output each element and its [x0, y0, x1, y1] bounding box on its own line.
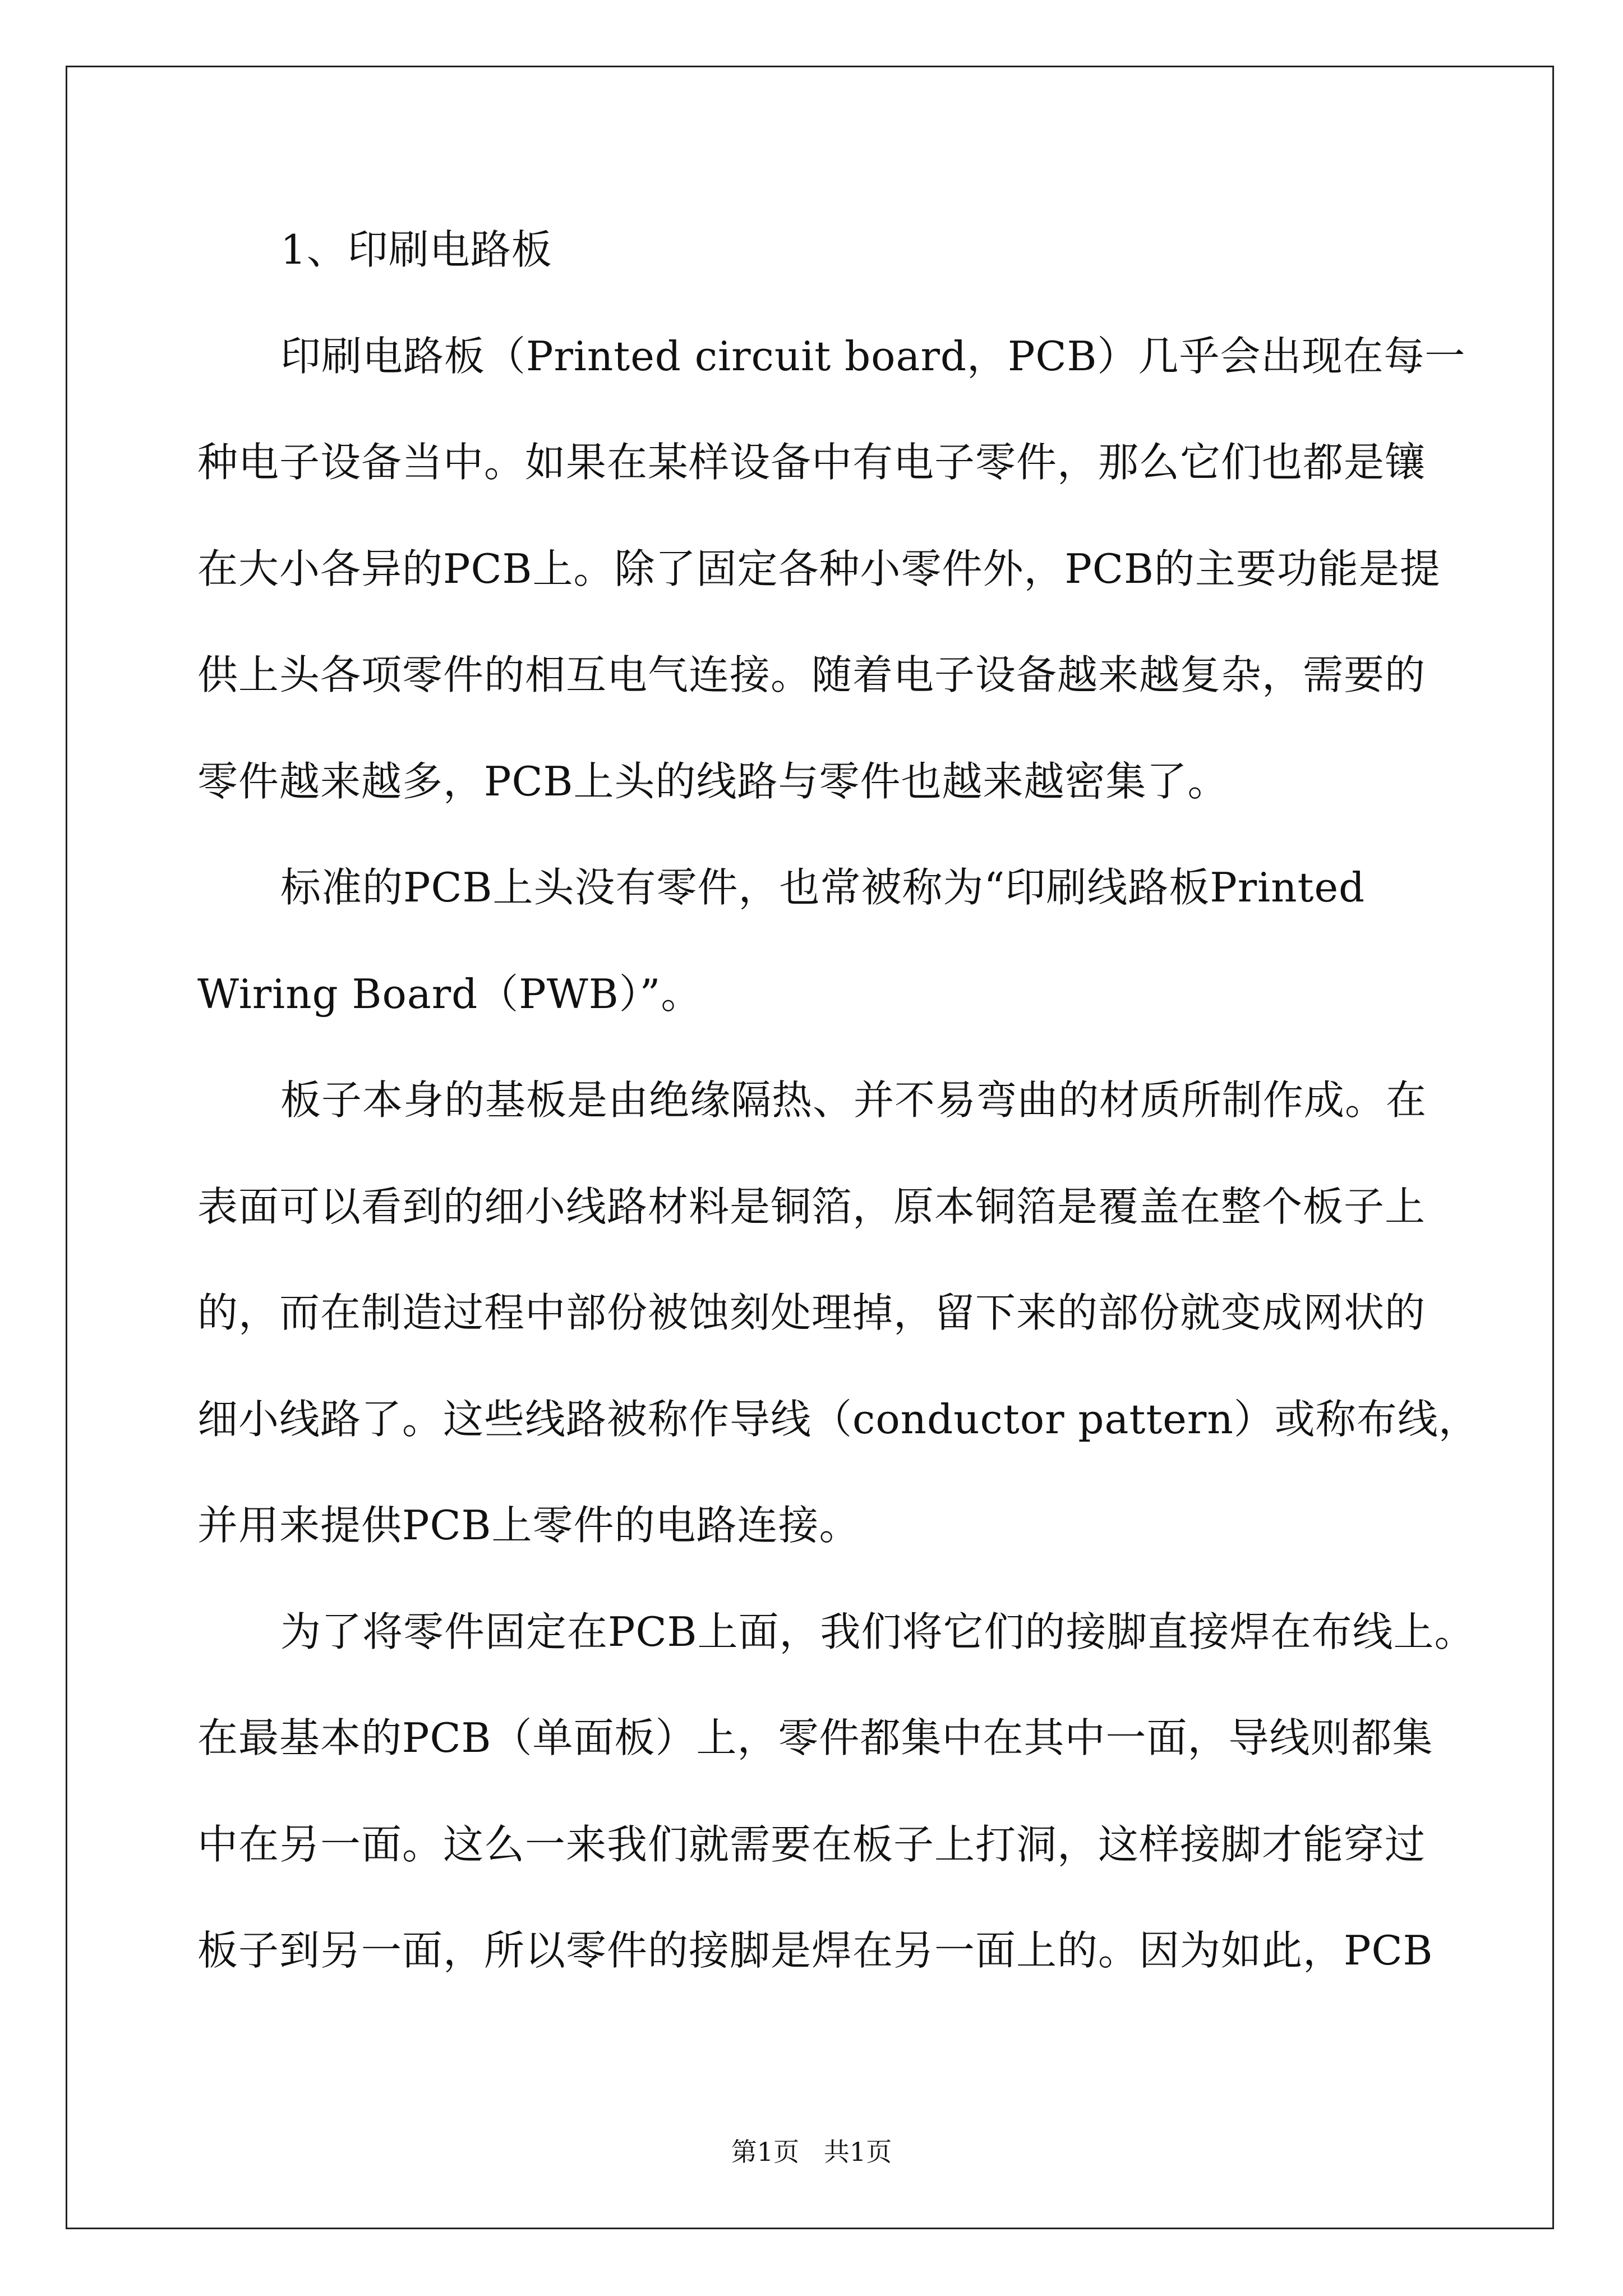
paragraph-line: Wiring Board（PWB）”。 [197, 970, 702, 1018]
section-heading: 1、印刷电路板 [280, 226, 552, 273]
paragraph-line: 为了将零件固定在PCB上面，我们将它们的接脚直接焊在布线上。 [280, 1608, 1476, 1655]
paragraph-line: 板子本身的基板是由绝缘隔热、并不易弯曲的材质所制作成。在 [280, 1076, 1427, 1124]
paragraph-line: 细小线路了。这些线路被称作导线（conductor pattern）或称布线， [197, 1395, 1479, 1443]
paragraph-line: 中在另一面。这么一来我们就需要在板子上打洞，这样接脚才能穿过 [197, 1820, 1426, 1868]
paragraph-line: 在最基本的PCB（单面板）上，零件都集中在其中一面，导线则都集 [197, 1714, 1433, 1761]
paragraph-line: 表面可以看到的细小线路材料是铜箔，原本铜箔是覆盖在整个板子上 [197, 1182, 1426, 1230]
page-footer: 第1页 共1页 [731, 2137, 892, 2167]
paragraph-line: 标准的PCB上头没有零件，也常被称为“印刷线路板Printed [280, 864, 1366, 911]
paragraph-line: 的，而在制造过程中部份被蚀刻处理掉，留下来的部份就变成网状的 [197, 1289, 1426, 1336]
paragraph-line: 板子到另一面，所以零件的接脚是焊在另一面上的。因为如此，PCB [197, 1927, 1433, 1974]
document-body [197, 208, 1479, 2015]
paragraph-line: 并用来提供PCB上零件的电路连接。 [197, 1502, 860, 1549]
paragraph-line: 在大小各异的PCB上。除了固定各种小零件外，PCB的主要功能是提 [197, 545, 1441, 592]
paragraph-line: 供上头各项零件的相互电气连接。随着电子设备越来越复杂，需要的 [197, 651, 1426, 698]
paragraph-line: 印刷电路板（Printed circuit board，PCB）几乎会出现在每一 [280, 332, 1466, 380]
paragraph-line: 零件越来越多，PCB上头的线路与零件也越来越密集了。 [197, 757, 1229, 805]
paragraph-line: 种电子设备当中。如果在某样设备中有电子零件，那么它们也都是镶 [197, 439, 1426, 486]
